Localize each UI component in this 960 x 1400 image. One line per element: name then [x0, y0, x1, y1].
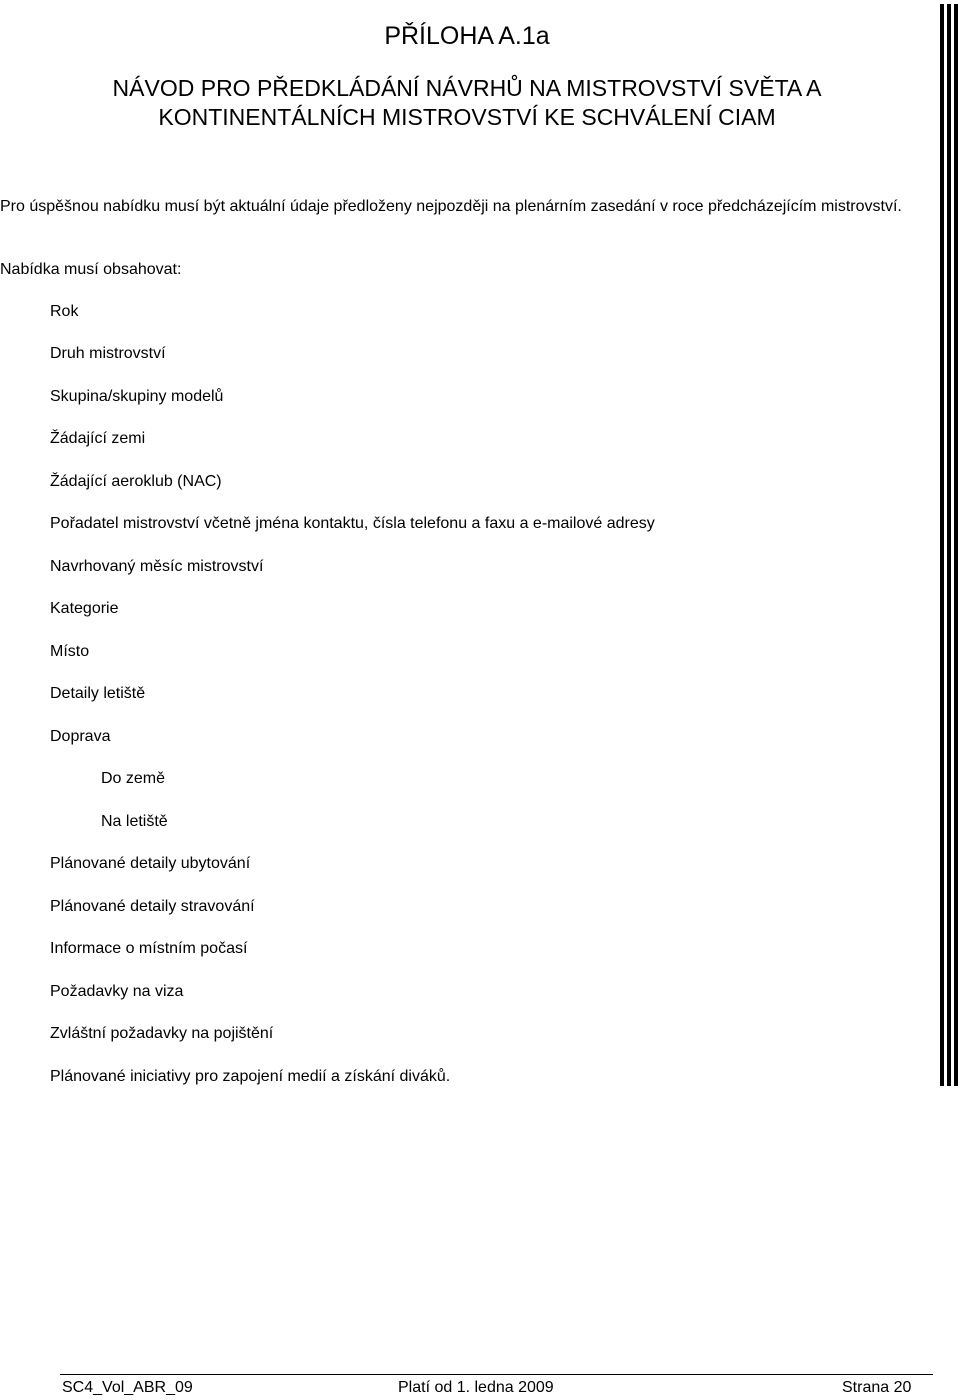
list-item: Žádající zemi	[50, 430, 146, 447]
list-item: Navrhovaný měsíc mistrovství	[50, 558, 264, 575]
title-line: KONTINENTÁLNÍCH MISTROVSTVÍ KE SCHVÁLENÍ CIAM	[158, 104, 776, 130]
list-item: Pořadatel mistrovství včetně jména kontaktu, čísla telefonu a faxu a e-mailové adresy	[50, 515, 655, 532]
footer-page-number: Strana 20	[842, 1379, 912, 1396]
list-item: Doprava	[50, 728, 111, 745]
intro-paragraph: Pro úspěšnou nabídku musí být aktuální údaje předloženy nejpozději na plenárním zasedání v roce předcházejícím mistrovství.	[0, 198, 902, 215]
footer-doc-code: SC4_Vol_ABR_09	[62, 1379, 193, 1396]
list-item: Plánované iniciativy pro zapojení medií a získání diváků.	[50, 1068, 451, 1085]
list-item: Zvláštní požadavky na pojištění	[50, 1025, 274, 1042]
title-line: NÁVOD PRO PŘEDKLÁDÁNÍ NÁVRHŮ NA MISTROVSTVÍ SVĚTA A	[112, 75, 822, 101]
change-bar	[954, 4, 958, 1086]
sub-list-item: Na letiště	[101, 813, 168, 830]
change-bar	[940, 4, 944, 1086]
sub-list-item: Do země	[101, 770, 166, 787]
list-item: Plánované detaily ubytování	[50, 855, 251, 872]
list-item: Kategorie	[50, 600, 119, 617]
list-item: Skupina/skupiny modelů	[50, 388, 224, 405]
annex-label: PŘÍLOHA A.1a	[384, 22, 550, 50]
list-item: Rok	[50, 303, 79, 320]
list-item: Místo	[50, 643, 90, 660]
section-heading: Nabídka musí obsahovat:	[0, 261, 182, 278]
list-item: Plánované detaily stravování	[50, 898, 255, 915]
list-item: Detaily letiště	[50, 685, 146, 702]
list-item: Informace o místním počasí	[50, 940, 248, 957]
list-item: Požadavky na viza	[50, 983, 184, 1000]
list-item: Žádající aeroklub (NAC)	[50, 473, 222, 490]
document-title	[0, 74, 934, 132]
change-bar	[947, 4, 951, 1086]
list-item: Druh mistrovství	[50, 345, 166, 362]
footer-divider	[60, 1374, 933, 1375]
footer-valid-from: Platí od 1. ledna 2009	[398, 1379, 554, 1396]
change-bars	[940, 4, 958, 1086]
